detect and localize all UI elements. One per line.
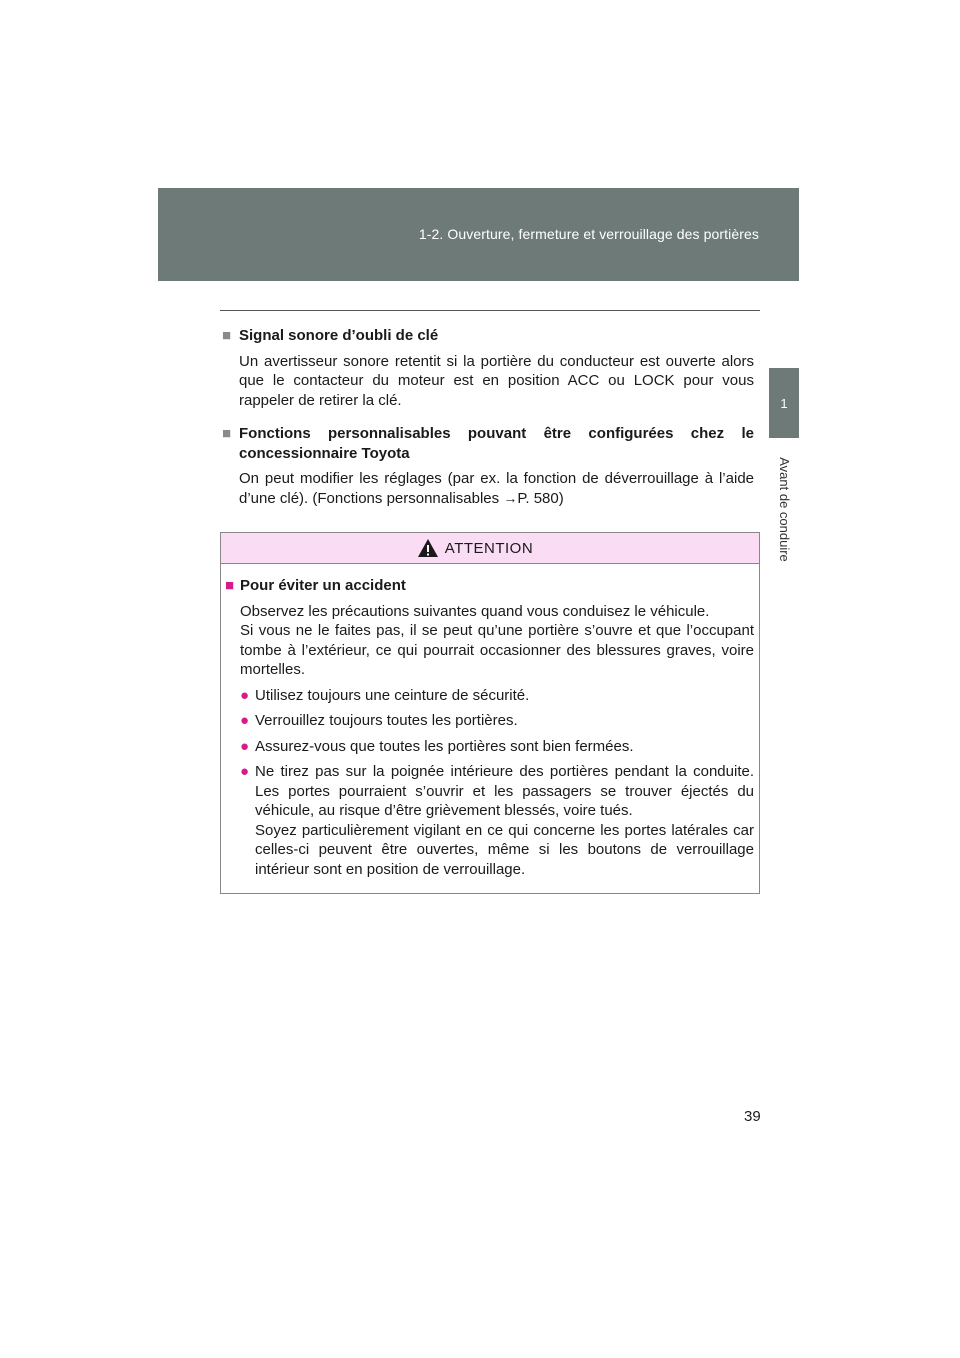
arrow-right-icon: →	[503, 489, 518, 506]
header-band	[158, 188, 799, 281]
top-divider	[220, 310, 760, 311]
attention-title: ATTENTION	[444, 539, 534, 557]
bullet-line: Ne tirez pas sur la poignée intérieure des portières pendant la conduite. Les portes pourraient s’ouvrir et les passagers se trouver éjectés du véhicule, au risque d’être grièvement blessés, voire tués.	[255, 763, 754, 819]
chapter-label-container	[768, 444, 800, 574]
bullet-text: Assurez-vous que toutes les portières sont bien fermées.	[255, 737, 634, 755]
bullet-dot-icon: ●	[240, 763, 250, 780]
bullet-dot-icon: ●	[240, 712, 250, 729]
section-paragraph	[239, 469, 754, 508]
bullet-line: Soyez particulièrement vigilant en ce qui concerne les portes latérales car celles-ci peuvent être ouvertes, même si les boutons de verrouillage intérieur sont en position de verrouillage.	[255, 821, 754, 878]
section-heading	[222, 326, 754, 346]
attention-bullet	[240, 686, 754, 706]
section-heading-text: Signal sonore d’oubli de clé	[239, 327, 439, 344]
bullet-text	[255, 762, 754, 879]
attention-bullet	[240, 762, 754, 879]
page-number: 39	[744, 1108, 761, 1125]
attention-bullet	[240, 711, 754, 731]
section-heading	[222, 424, 754, 463]
section-paragraph: Un avertisseur sonore retentit si la portière du conducteur est ouverte alors que le contacteur du moteur est en position ACC ou LOCK pour vous rappeler de retirer la clé.	[239, 352, 754, 409]
attention-box	[220, 532, 760, 894]
paragraph-text: On peut modifier les réglages (par ex. la fonction de déverrouillage à l’aide d’une clé). (Fonctions personnalisables	[239, 470, 754, 507]
chapter-tab	[769, 368, 799, 438]
attention-heading	[225, 576, 754, 596]
section-title: 1-2. Ouverture, fermeture et verrouillage des portières	[418, 226, 759, 242]
attention-body	[221, 564, 759, 879]
bullet-dot-icon: ●	[240, 686, 250, 704]
square-bullet-icon: ■	[225, 577, 235, 594]
section-custom-functions	[222, 424, 754, 508]
square-bullet-icon: ■	[222, 327, 232, 344]
square-bullet-icon: ■	[222, 425, 232, 442]
attention-bullet	[240, 737, 754, 757]
section-heading-text: Fonctions personnalisables pouvant être configurées chez le concessionnaire Toyota	[239, 425, 754, 462]
warning-icon	[417, 538, 439, 558]
bullet-dot-icon: ●	[240, 737, 250, 755]
bullet-text: Verrouillez toujours toutes les portières.	[255, 712, 518, 729]
attention-intro	[240, 602, 754, 680]
attention-intro-line: Si vous ne le faites pas, il se peut qu’une portière s’ouvre et que l’occupant tombe à l’extérieur, ce qui pourrait occasionner des blessures graves, voire mortelles.	[240, 622, 754, 678]
attention-intro-line: Observez les précautions suivantes quand vous conduisez le véhicule.	[240, 602, 710, 620]
chapter-number: 1	[780, 395, 788, 411]
page-reference: P. 580)	[517, 489, 564, 507]
main-content	[222, 326, 754, 522]
attention-heading-text: Pour éviter un accident	[240, 577, 406, 594]
bullet-text: Utilisez toujours une ceinture de sécurité.	[255, 686, 530, 704]
chapter-label: Avant de conduire	[776, 456, 792, 562]
section-key-reminder	[222, 326, 754, 410]
attention-header	[221, 533, 759, 564]
